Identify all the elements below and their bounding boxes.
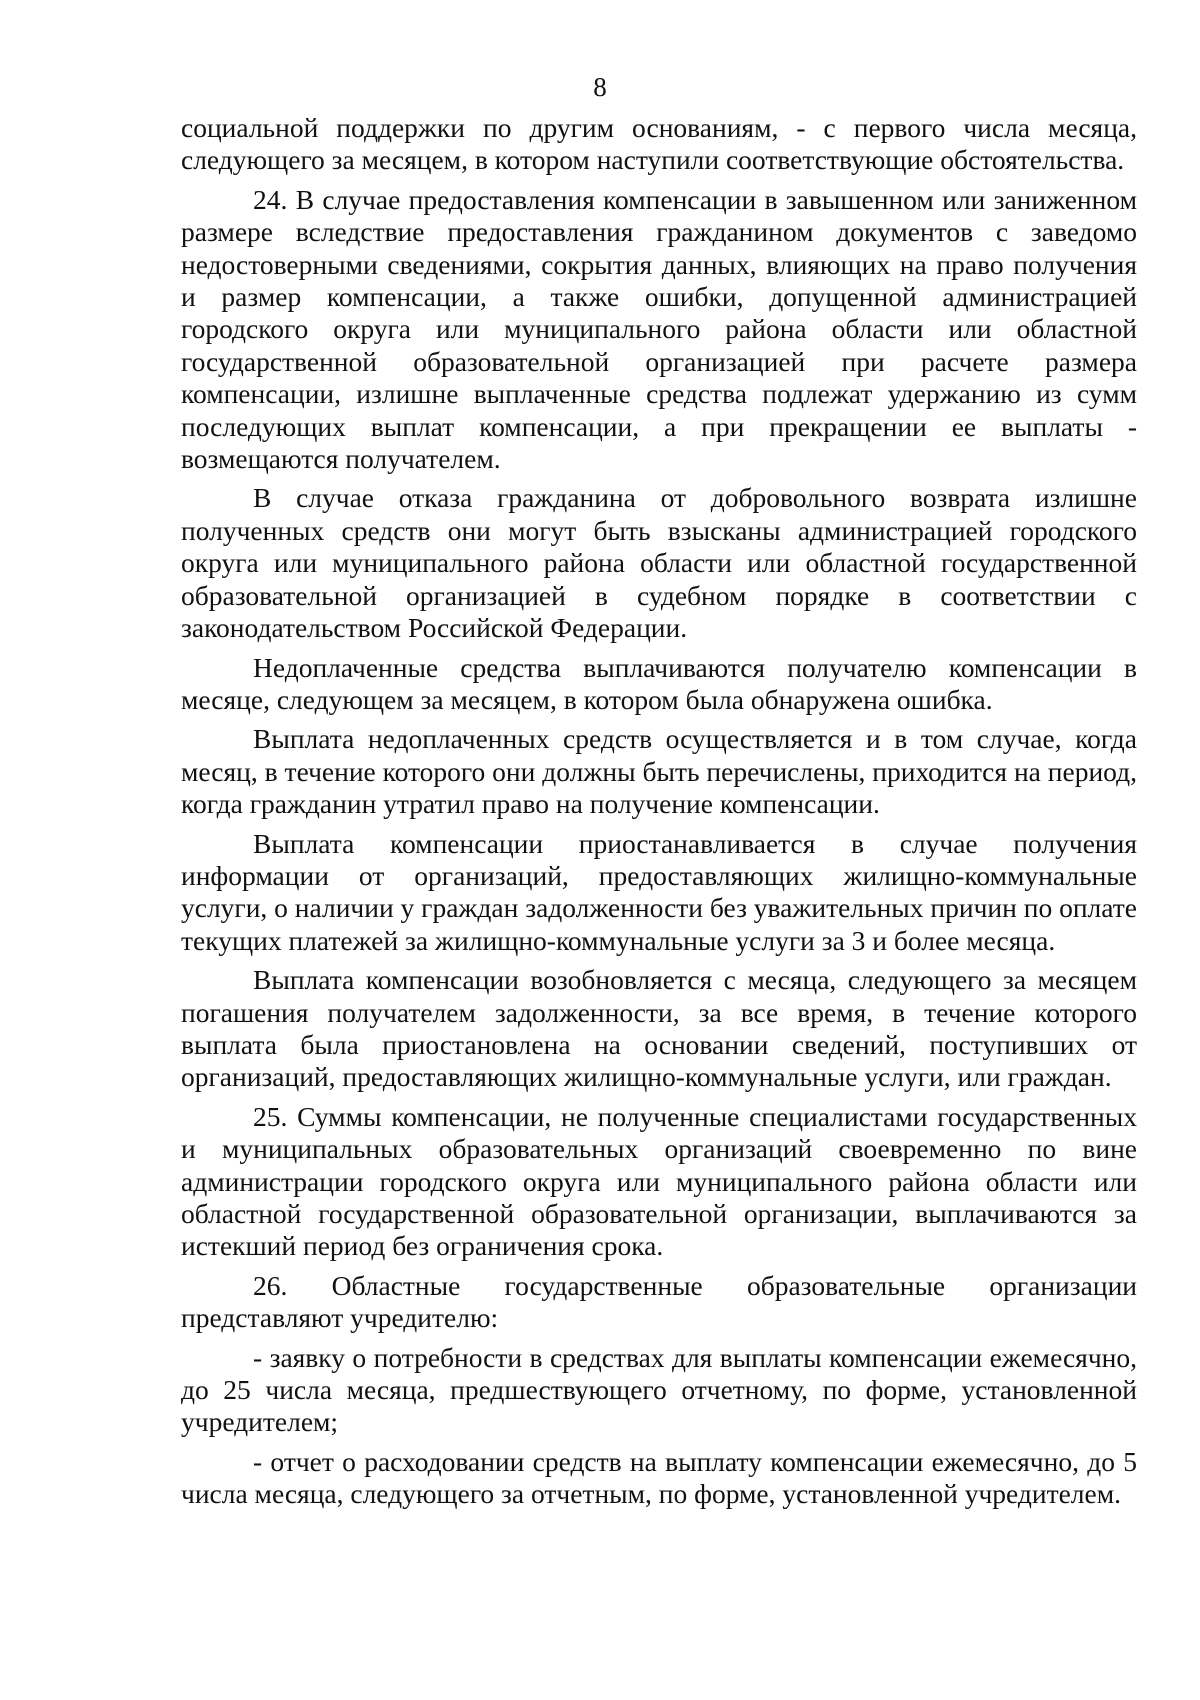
paragraph-resumption: Выплата компенсации возобновляется с месяца, следующего за месяцем погашения получателем задолженности, за все время, в течение которого выплата была приостановлена на основании сведений, поступивших от организаций, предоставляющих жилищно-коммунальные услуги, или граждан.: [181, 964, 1137, 1093]
paragraph-item-25: 25. Суммы компенсации, не полученные специалистами государственных и муниципальных образовательных организаций своевременно по вине администрации городского округа или муниципального района области или областной государственной образовательной организации, выплачиваются за истекший период без ограничения срока.: [181, 1100, 1137, 1262]
document-body: [181, 112, 1137, 1518]
paragraph-suspension: Выплата компенсации приостанавливается в случае получения информации от организаций, предоставляющих жилищно-коммунальные услуги, о наличии у граждан задолженности без уважительных причин по оплате текущих платежей за жилищно-коммунальные услуги за 3 и более месяца.: [181, 827, 1137, 956]
list-item-request: - заявку о потребности в средствах для выплаты компенсации ежемесячно, до 25 числа месяца, предшествующего отчетному, по форме, установленной учредителем;: [181, 1341, 1137, 1438]
paragraph-underpaid-payment: Выплата недоплаченных средств осуществляется и в том случае, когда месяц, в течение которого они должны быть перечислены, приходится на период, когда гражданин утратил право на получение компенсации.: [181, 723, 1137, 820]
paragraph-refusal-recovery: В случае отказа гражданина от добровольного возврата излишне полученных средств они могут быть взысканы администрацией городского округа или муниципального района области или областной государственной образовательной организацией в судебном порядке в соответствии с законодательством Российской Федерации.: [181, 482, 1137, 644]
list-item-report: - отчет о расходовании средств на выплату компенсации ежемесячно, до 5 числа месяца, следующего за отчетным, по форме, установленной учредителем.: [181, 1445, 1137, 1510]
paragraph-underpaid-funds: Недоплаченные средства выплачиваются получателю компенсации в месяце, следующем за месяцем, в котором была обнаружена ошибка.: [181, 651, 1137, 715]
page-number: 8: [593, 72, 607, 102]
paragraph-item-26: 26. Областные государственные образовательные организации представляют учредителю:: [181, 1269, 1137, 1334]
paragraph-continuation: социальной поддержки по другим основаниям, - с первого числа месяца, следующего за месяцем, в котором наступили соответствующие обстоятельства.: [181, 112, 1137, 176]
paragraph-item-24: 24. В случае предоставления компенсации в завышенном или заниженном размере вследствие предоставления гражданином документов с заведомо недостоверными сведениями, сокрытия данных, влияющих на право получения и размер компенсации, а также ошибки, допущенной администрацией городского округа или муниципального района области или областной государственной образовательной организацией при расчете размера компенсации, излишне выплаченные средства подлежат удержанию из сумм последующих выплат компенсации, а при прекращении ее выплаты - возмещаются получателем.: [181, 183, 1137, 475]
